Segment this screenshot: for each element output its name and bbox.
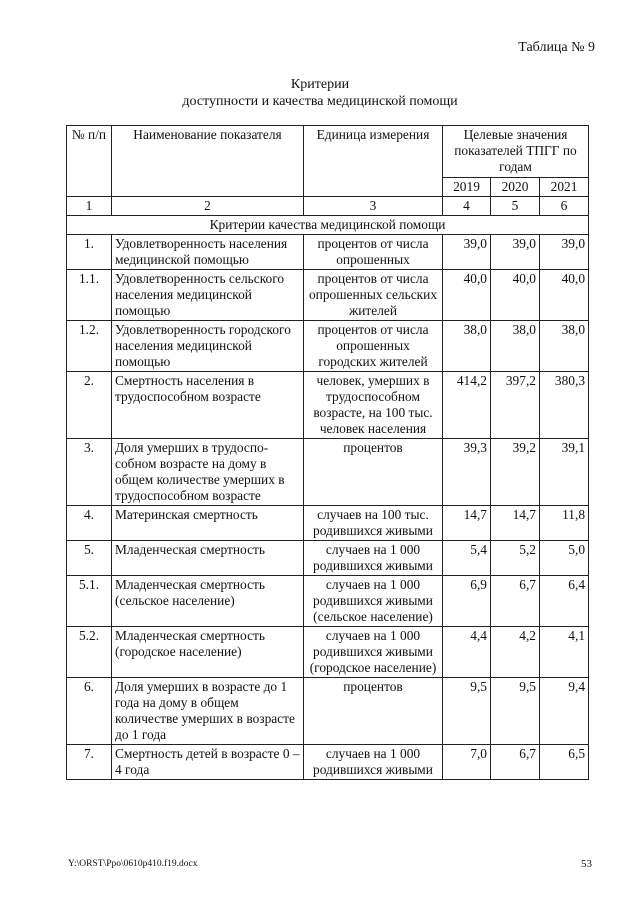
section-title: Критерии качества медицинской помощи bbox=[67, 216, 589, 235]
header-name: Наименование показателя bbox=[112, 126, 304, 197]
row-number: 5. bbox=[67, 541, 112, 576]
row-value-2019: 414,2 bbox=[443, 372, 491, 439]
row-indicator-name: Материнская смертность bbox=[112, 506, 304, 541]
row-unit: процентов от числа опрошенных городских жителей bbox=[304, 321, 443, 372]
row-unit: случаев на 1 000 родившихся живыми bbox=[304, 745, 443, 780]
row-value-2019: 39,0 bbox=[443, 235, 491, 270]
table-label: Таблица № 9 bbox=[518, 40, 595, 55]
section-row bbox=[67, 216, 589, 235]
column-numbers-row bbox=[67, 197, 589, 216]
table-row bbox=[67, 439, 589, 506]
row-number: 6. bbox=[67, 678, 112, 745]
row-indicator-name: Доля умерших в трудоспо-собном возрасте на дому в общем количестве умерших в трудоспособном возрасте bbox=[112, 439, 304, 506]
row-value-2019: 7,0 bbox=[443, 745, 491, 780]
row-unit: процентов от числа опрошенных bbox=[304, 235, 443, 270]
row-number: 5.2. bbox=[67, 627, 112, 678]
row-value-2021: 9,4 bbox=[540, 678, 589, 745]
header-year: 2020 bbox=[491, 178, 540, 197]
row-value-2019: 9,5 bbox=[443, 678, 491, 745]
row-value-2021: 6,5 bbox=[540, 745, 589, 780]
row-unit: случаев на 1 000 родившихся живыми bbox=[304, 541, 443, 576]
row-number: 1.1. bbox=[67, 270, 112, 321]
row-indicator-name: Удовлетворенность населения медицинской помощью bbox=[112, 235, 304, 270]
column-number: 1 bbox=[67, 197, 112, 216]
row-value-2021: 39,1 bbox=[540, 439, 589, 506]
table-row bbox=[67, 235, 589, 270]
row-indicator-name: Смертность населения в трудоспособном возрасте bbox=[112, 372, 304, 439]
row-value-2020: 4,2 bbox=[491, 627, 540, 678]
row-unit: процентов bbox=[304, 678, 443, 745]
row-value-2019: 5,4 bbox=[443, 541, 491, 576]
row-value-2021: 39,0 bbox=[540, 235, 589, 270]
table-row bbox=[67, 321, 589, 372]
row-value-2020: 5,2 bbox=[491, 541, 540, 576]
row-value-2021: 11,8 bbox=[540, 506, 589, 541]
row-number: 2. bbox=[67, 372, 112, 439]
page-number: 53 bbox=[581, 858, 592, 870]
row-value-2021: 40,0 bbox=[540, 270, 589, 321]
column-number: 4 bbox=[443, 197, 491, 216]
column-number: 3 bbox=[304, 197, 443, 216]
row-value-2021: 38,0 bbox=[540, 321, 589, 372]
row-value-2019: 38,0 bbox=[443, 321, 491, 372]
row-unit: случаев на 100 тыс. родившихся живыми bbox=[304, 506, 443, 541]
row-value-2020: 14,7 bbox=[491, 506, 540, 541]
table-row bbox=[67, 576, 589, 627]
table-row bbox=[67, 372, 589, 439]
table-row bbox=[67, 541, 589, 576]
row-unit: человек, умерших в трудоспособном возрасте, на 100 тыс. человек населения bbox=[304, 372, 443, 439]
column-number: 6 bbox=[540, 197, 589, 216]
table-row bbox=[67, 745, 589, 780]
footer-file-path: Y:\ORST\Ppo\0610p410.f19.docx bbox=[68, 859, 198, 869]
row-value-2019: 4,4 bbox=[443, 627, 491, 678]
row-indicator-name: Доля умерших в возрасте до 1 года на дому в общем количестве умерших в возрасте до 1 года bbox=[112, 678, 304, 745]
row-unit: процентов bbox=[304, 439, 443, 506]
table-subtitle: доступности и качества медицинской помощи bbox=[182, 94, 458, 109]
criteria-table bbox=[66, 125, 589, 780]
header-year: 2019 bbox=[443, 178, 491, 197]
row-value-2020: 39,2 bbox=[491, 439, 540, 506]
row-value-2019: 6,9 bbox=[443, 576, 491, 627]
row-indicator-name: Удовлетворенность городского населения медицинской помощью bbox=[112, 321, 304, 372]
row-number: 1. bbox=[67, 235, 112, 270]
table-row bbox=[67, 506, 589, 541]
row-value-2020: 9,5 bbox=[491, 678, 540, 745]
row-number: 4. bbox=[67, 506, 112, 541]
header-target: Целевые значения показателей ТПГГ по годам bbox=[443, 126, 589, 178]
table-row bbox=[67, 627, 589, 678]
header-row bbox=[67, 126, 589, 178]
row-unit: случаев на 1 000 родившихся живыми (сельское население) bbox=[304, 576, 443, 627]
row-indicator-name: Младенческая смертность (городское население) bbox=[112, 627, 304, 678]
row-indicator-name: Смертность детей в возрасте 0 – 4 года bbox=[112, 745, 304, 780]
header-unit: Единица измерения bbox=[304, 126, 443, 197]
row-number: 7. bbox=[67, 745, 112, 780]
row-value-2020: 39,0 bbox=[491, 235, 540, 270]
table-row bbox=[67, 270, 589, 321]
row-value-2020: 38,0 bbox=[491, 321, 540, 372]
row-value-2021: 380,3 bbox=[540, 372, 589, 439]
row-value-2019: 39,3 bbox=[443, 439, 491, 506]
row-number: 1.2. bbox=[67, 321, 112, 372]
row-unit: случаев на 1 000 родившихся живыми (городское население) bbox=[304, 627, 443, 678]
row-value-2019: 40,0 bbox=[443, 270, 491, 321]
row-number: 3. bbox=[67, 439, 112, 506]
column-number: 2 bbox=[112, 197, 304, 216]
row-number: 5.1. bbox=[67, 576, 112, 627]
table-title: Критерии bbox=[290, 77, 350, 92]
column-number: 5 bbox=[491, 197, 540, 216]
row-value-2020: 6,7 bbox=[491, 576, 540, 627]
row-indicator-name: Младенческая смертность bbox=[112, 541, 304, 576]
row-indicator-name: Младенческая смертность (сельское население) bbox=[112, 576, 304, 627]
header-year: 2021 bbox=[540, 178, 589, 197]
row-value-2020: 6,7 bbox=[491, 745, 540, 780]
header-num: № п/п bbox=[67, 126, 112, 197]
row-value-2020: 397,2 bbox=[491, 372, 540, 439]
table-row bbox=[67, 678, 589, 745]
row-value-2021: 4,1 bbox=[540, 627, 589, 678]
row-indicator-name: Удовлетворенность сельского населения медицинской помощью bbox=[112, 270, 304, 321]
row-unit: процентов от числа опрошенных сельских жителей bbox=[304, 270, 443, 321]
row-value-2020: 40,0 bbox=[491, 270, 540, 321]
row-value-2021: 6,4 bbox=[540, 576, 589, 627]
row-value-2019: 14,7 bbox=[443, 506, 491, 541]
row-value-2021: 5,0 bbox=[540, 541, 589, 576]
